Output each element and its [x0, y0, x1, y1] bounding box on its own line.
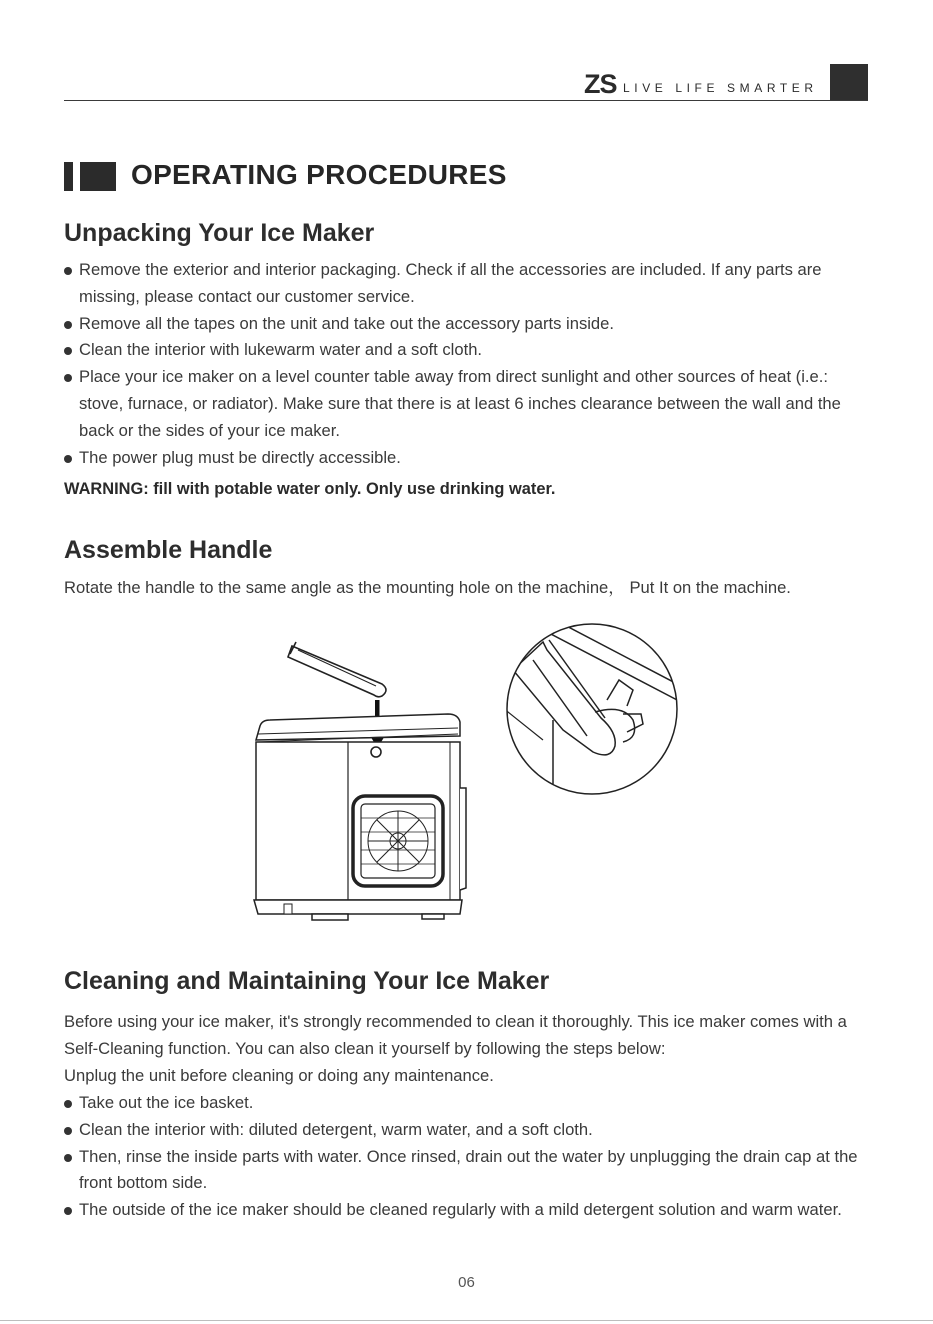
list-item: The outside of the ice maker should be cleaned regularly with a mild detergent solution and warm water.	[64, 1197, 874, 1224]
warning-text: WARNING: fill with potable water only. Only use drinking water.	[64, 480, 556, 498]
cleaning-heading: Cleaning and Maintaining Your Ice Maker	[64, 967, 550, 995]
list-item: Then, rinse the inside parts with water. Once rinsed, drain out the water by unplugging the drain cap at the front bottom side.	[64, 1144, 874, 1198]
assemble-heading: Assemble Handle	[64, 536, 273, 564]
header-divider	[64, 100, 868, 101]
list-item: Clean the interior with: diluted detergent, warm water, and a soft cloth.	[64, 1117, 874, 1144]
cleaning-unplug-note: Unplug the unit before cleaning or doing any maintenance.	[64, 1066, 494, 1085]
brand-logo: ZS	[584, 69, 617, 99]
brand-tagline: LIVE LIFE SMARTER	[623, 81, 818, 95]
list-item: Take out the ice basket.	[64, 1090, 874, 1117]
assemble-text: Rotate the handle to the same angle as the mounting hole on the machine， Put It on the machine.	[64, 578, 791, 597]
ice-maker-illustration	[250, 638, 470, 928]
list-item: Clean the interior with lukewarm water and a soft cloth.	[64, 337, 874, 364]
list-item: The power plug must be directly accessible.	[64, 445, 874, 472]
cleaning-intro: Before using your ice maker, it's strongly recommended to clean it thoroughly. This ice maker comes with a Self-Cleaning function. You can also clean it yourself by following the steps below:	[64, 1012, 847, 1058]
unpacking-heading: Unpacking Your Ice Maker	[64, 219, 375, 247]
list-item: Remove the exterior and interior packaging. Check if all the accessories are included. If any parts are missing, please contact our customer service.	[64, 257, 874, 311]
list-item: Remove all the tapes on the unit and take out the accessory parts inside.	[64, 311, 874, 338]
list-item: Place your ice maker on a level counter table away from direct sunlight and other sources of heat (i.e.: stove, furnace, or radiator). Make sure that there is at least 6 inches clearance between the wall and the back or the sides of your ice maker.	[64, 364, 874, 444]
page-title: OPERATING PROCEDURES	[131, 159, 507, 190]
handle-part	[288, 642, 386, 697]
header-corner-block	[830, 64, 868, 101]
footer-divider	[0, 1320, 933, 1321]
title-marker-thin	[64, 162, 73, 191]
title-marker-thick	[80, 162, 116, 191]
unpacking-list	[64, 257, 874, 471]
fan-grill	[353, 796, 443, 886]
page-number: 06	[458, 1274, 475, 1291]
handle-detail-illustration	[503, 620, 681, 798]
cleaning-list	[64, 1090, 874, 1224]
